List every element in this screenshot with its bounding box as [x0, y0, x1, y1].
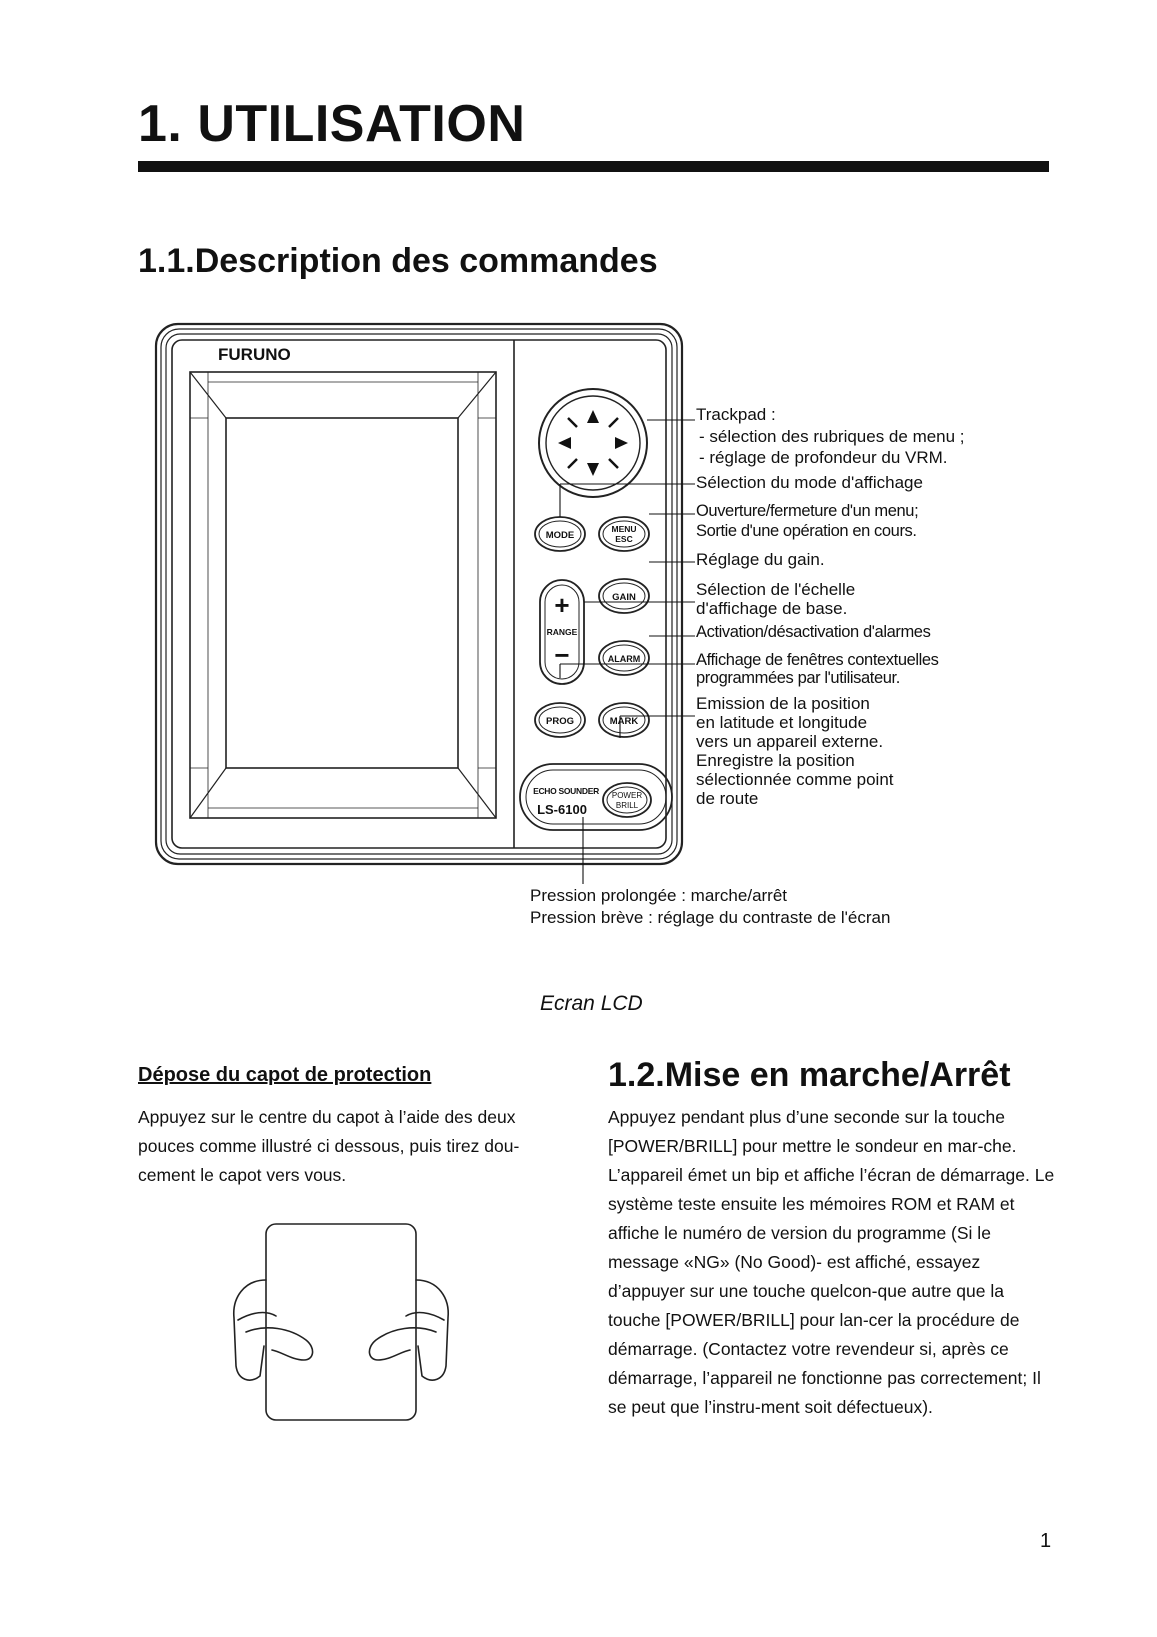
trackpad-callout-line-1: - sélection des rubriques de menu ; [699, 427, 965, 446]
alarm-key-label: ALARM [607, 654, 641, 664]
subsection-title: Dépose du capot de protection [138, 1064, 432, 1086]
menu-esc-key[interactable] [599, 517, 649, 551]
trackpad-callout-line-2: - réglage de profondeur du VRM. [699, 448, 948, 467]
menu-callout-line-2: Sortie d'une opération en cours. [696, 522, 917, 540]
chapter-rule [138, 161, 1049, 172]
gain-key-label: GAIN [612, 592, 636, 603]
arrow-left-icon [558, 437, 571, 449]
chapter-title: 1. UTILISATION [138, 95, 526, 153]
page-number: 1 [1040, 1530, 1052, 1552]
cover-removal-illustration [226, 1220, 466, 1430]
mark-key[interactable] [599, 703, 649, 737]
power-paragraph: Appuyez pendant plus d’une seconde sur la touche [POWER/BRILL] pour mettre le sondeur en mar-che. L’appareil émet un bip et affiche l’écran de démarrage. Le système teste ensuite les mémoires ROM et RAM et affiche le numéro de version du programme (Si le message «NG» (No Good)- est affiché, essayez d’appuyer sur une touche quelcon-que autre que la touche [POWER/BRILL] pour lan-cer la procédure de démarrage. (Contactez votre revendeur si, après ce démarrage, l’appareil ne fonctionne pas correctement; Il se peut que l’instru-ment soit défectueux). [608, 1107, 1055, 1417]
power-key-label: POWER [611, 791, 643, 800]
gain-callout: Réglage du gain. [696, 550, 825, 569]
section-title-power: 1.2.Mise en marche/Arrêt [608, 1056, 1011, 1094]
range-key-label: RANGE [546, 627, 578, 637]
mark-callout-line-6: de route [696, 789, 759, 808]
power-brill-key[interactable] [603, 783, 651, 817]
mark-callout-line-2: en latitude et longitude [696, 713, 868, 732]
alarm-key[interactable] [599, 641, 649, 675]
range-minus-icon: − [554, 640, 570, 670]
model-plate [520, 764, 672, 830]
power-callout-line-1: Pression prolongée : marche/arrêt [530, 886, 788, 905]
trackpad-callout-title: Trackpad : [696, 405, 776, 424]
range-callout-line-1: Sélection de l'échelle [696, 580, 856, 599]
control-panel-diagram [150, 318, 1070, 978]
section-title-description: 1.1.Description des commandes [138, 242, 658, 280]
esc-key-label: ESC [615, 534, 633, 544]
prog-key[interactable] [535, 703, 585, 737]
mode-key[interactable] [535, 517, 585, 551]
arrow-up-icon [587, 410, 599, 423]
prog-callout-line-2: programmées par l'utilisateur. [696, 669, 900, 687]
subsection-paragraph: Appuyez sur le centre du capot à l’aide des deux pouces comme illustré ci dessous, puis tirez dou-cement le capot vers vous. [138, 1107, 520, 1185]
device-illustration [150, 318, 1070, 978]
range-key[interactable] [540, 580, 584, 684]
mode-callout: Sélection du mode d'affichage [696, 473, 923, 492]
trackpad[interactable] [539, 389, 647, 497]
mode-key-label: MODE [545, 530, 575, 541]
range-callout-line-2: d'affichage de base. [696, 599, 848, 618]
mark-callout-line-4: Enregistre la position [696, 751, 855, 770]
arrow-right-icon [615, 437, 628, 449]
menu-callout-line-1: Ouverture/fermeture d'un menu; [696, 502, 919, 520]
prog-key-label: PROG [546, 716, 574, 727]
mark-callout-line-1: Emission de la position [696, 694, 870, 713]
brand-logo: FURUNO [218, 345, 291, 364]
mark-callout-line-3: vers un appareil externe. [696, 732, 884, 751]
mark-key-label: MARK [609, 716, 639, 727]
prog-callout-line-1: Affichage de fenêtres contextuelles [696, 651, 939, 669]
alarm-callout: Activation/désactivation d'alarmes [696, 623, 931, 641]
range-plus-icon: + [554, 590, 570, 620]
gain-key[interactable] [599, 579, 649, 613]
model-series-label: ECHO SOUNDER [533, 786, 599, 796]
arrow-down-icon [587, 463, 599, 476]
brill-key-label: BRILL [615, 801, 639, 810]
figure-caption: Ecran LCD [540, 992, 643, 1015]
mark-callout-line-5: sélectionnée comme point [696, 770, 894, 789]
menu-key-label: MENU [611, 524, 637, 534]
model-number-label: LS-6100 [537, 802, 587, 817]
power-callout-line-2: Pression brève : réglage du contraste de l'écran [530, 908, 891, 927]
